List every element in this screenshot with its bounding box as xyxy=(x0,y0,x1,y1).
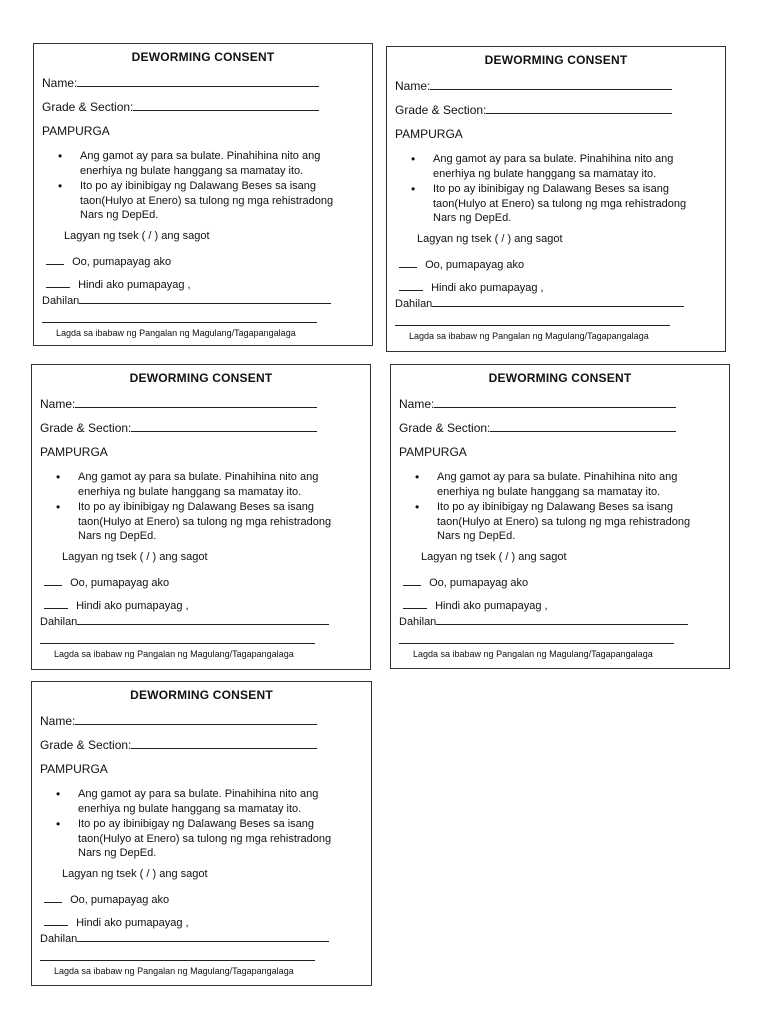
info-item: • Ito po ay ibinibigay ng Dalawang Beses sa isang taon(Hulyo at Enero) sa tulong ng mga rehistradong Nars ng DepEd. xyxy=(415,500,715,544)
option-yes-checkbox[interactable] xyxy=(46,253,64,265)
name-field[interactable] xyxy=(75,713,317,725)
section-heading: PAMPURGA xyxy=(40,762,108,776)
reason-label: Dahilan xyxy=(40,616,78,628)
info-item: • Ang gamot ay para sa bulate. Pinahihina nito ang enerhiya ng bulate hanggang sa mamatay ito. xyxy=(58,149,358,178)
reason-row xyxy=(40,930,329,945)
reason-row xyxy=(395,295,684,310)
reason-field[interactable] xyxy=(436,613,688,625)
info-item: • Ang gamot ay para sa bulate. Pinahihina nito ang enerhiya ng bulate hanggang sa mamatay ito. xyxy=(415,470,715,499)
option-yes-label: Oo, pumapayag ako xyxy=(425,259,525,271)
grade-section-field[interactable] xyxy=(131,737,317,749)
option-no-checkbox[interactable] xyxy=(46,276,70,288)
signature-line[interactable] xyxy=(42,322,317,323)
info-item: • Ito po ay ibinibigay ng Dalawang Beses sa isang taon(Hulyo at Enero) sa tulong ng mga rehistradong Nars ng DepEd. xyxy=(58,179,358,223)
option-no-row xyxy=(44,597,189,612)
signature-line[interactable] xyxy=(40,960,315,961)
name-field[interactable] xyxy=(77,75,319,87)
consent-card-3 xyxy=(31,364,371,670)
grade-row xyxy=(40,737,317,752)
instruction-text: Lagyan ng tsek ( / ) ang sagot xyxy=(417,233,563,245)
instruction-text: Lagyan ng tsek ( / ) ang sagot xyxy=(62,551,208,563)
option-yes-row xyxy=(46,253,171,268)
grade-section-field[interactable] xyxy=(133,99,319,111)
reason-label: Dahilan xyxy=(395,298,433,310)
section-heading: PAMPURGA xyxy=(399,445,467,459)
grade-section-field[interactable] xyxy=(131,420,317,432)
name-row xyxy=(40,396,317,411)
form-title: DEWORMING CONSENT xyxy=(131,50,275,64)
info-item: • Ang gamot ay para sa bulate. Pinahihina nito ang enerhiya ng bulate hanggang sa mamatay ito. xyxy=(56,787,356,816)
grade-row xyxy=(40,420,317,435)
signature-label: Lagda sa ibabaw ng Pangalan ng Magulang/Tagapangalaga xyxy=(54,649,294,659)
info-item: • Ang gamot ay para sa bulate. Pinahihina nito ang enerhiya ng bulate hanggang sa mamatay ito. xyxy=(56,470,356,499)
option-no-label: Hindi ako pumapayag , xyxy=(76,917,189,929)
option-yes-row xyxy=(403,574,528,589)
grade-section-field[interactable] xyxy=(486,102,672,114)
name-label: Name: xyxy=(40,397,76,411)
name-field[interactable] xyxy=(75,396,317,408)
option-no-row xyxy=(46,276,191,291)
consent-card-2 xyxy=(386,46,726,352)
info-item: • Ito po ay ibinibigay ng Dalawang Beses sa isang taon(Hulyo at Enero) sa tulong ng mga rehistradong Nars ng DepEd. xyxy=(411,182,711,226)
name-field[interactable] xyxy=(434,396,676,408)
reason-field[interactable] xyxy=(77,613,329,625)
grade-row xyxy=(399,420,676,435)
signature-label: Lagda sa ibabaw ng Pangalan ng Magulang/Tagapangalaga xyxy=(409,331,649,341)
signature-line[interactable] xyxy=(40,643,315,644)
option-no-checkbox[interactable] xyxy=(403,597,427,609)
reason-row xyxy=(40,613,329,628)
grade-row xyxy=(395,102,672,117)
name-label: Name: xyxy=(399,397,435,411)
section-heading: PAMPURGA xyxy=(40,445,108,459)
signature-line[interactable] xyxy=(399,643,674,644)
signature-label: Lagda sa ibabaw ng Pangalan ng Magulang/Tagapangalaga xyxy=(54,966,294,976)
info-list xyxy=(58,149,358,224)
consent-card-4 xyxy=(390,364,730,669)
name-field[interactable] xyxy=(430,78,672,90)
option-no-row xyxy=(403,597,548,612)
reason-label: Dahilan xyxy=(42,295,80,307)
reason-label: Dahilan xyxy=(40,933,78,945)
option-yes-row xyxy=(399,256,524,271)
section-heading: PAMPURGA xyxy=(42,124,110,138)
name-label: Name: xyxy=(395,79,431,93)
info-list xyxy=(415,470,715,545)
grade-row xyxy=(42,99,319,114)
grade-section-label: Grade & Section: xyxy=(395,103,487,117)
signature-label: Lagda sa ibabaw ng Pangalan ng Magulang/Tagapangalaga xyxy=(56,328,296,338)
name-row xyxy=(399,396,676,411)
option-no-label: Hindi ako pumapayag , xyxy=(76,600,189,612)
option-yes-label: Oo, pumapayag ako xyxy=(70,577,170,589)
consent-card-5 xyxy=(31,681,372,986)
info-item: • Ito po ay ibinibigay ng Dalawang Beses sa isang taon(Hulyo at Enero) sa tulong ng mga rehistradong Nars ng DepEd. xyxy=(56,500,356,544)
reason-field[interactable] xyxy=(79,292,331,304)
option-yes-label: Oo, pumapayag ako xyxy=(72,256,172,268)
form-title: DEWORMING CONSENT xyxy=(484,53,628,67)
reason-field[interactable] xyxy=(432,295,684,307)
option-no-row xyxy=(44,914,189,929)
grade-section-field[interactable] xyxy=(490,420,676,432)
option-yes-row xyxy=(44,891,169,906)
consent-card-1 xyxy=(33,43,373,346)
info-item: • Ito po ay ibinibigay ng Dalawang Beses sa isang taon(Hulyo at Enero) sa tulong ng mga rehistradong Nars ng DepEd. xyxy=(56,817,356,861)
signature-label: Lagda sa ibabaw ng Pangalan ng Magulang/Tagapangalaga xyxy=(413,649,653,659)
info-item: • Ang gamot ay para sa bulate. Pinahihina nito ang enerhiya ng bulate hanggang sa mamatay ito. xyxy=(411,152,711,181)
grade-section-label: Grade & Section: xyxy=(40,421,132,435)
name-row xyxy=(42,75,319,90)
option-no-label: Hindi ako pumapayag , xyxy=(435,600,548,612)
option-yes-label: Oo, pumapayag ako xyxy=(70,894,170,906)
grade-section-label: Grade & Section: xyxy=(40,738,132,752)
option-no-checkbox[interactable] xyxy=(399,279,423,291)
reason-label: Dahilan xyxy=(399,616,437,628)
option-yes-checkbox[interactable] xyxy=(44,891,62,903)
info-list xyxy=(411,152,711,227)
info-list xyxy=(56,470,356,545)
grade-section-label: Grade & Section: xyxy=(42,100,134,114)
form-title: DEWORMING CONSENT xyxy=(488,371,632,385)
option-no-checkbox[interactable] xyxy=(44,597,68,609)
name-row xyxy=(395,78,672,93)
reason-row xyxy=(42,292,331,307)
option-yes-checkbox[interactable] xyxy=(399,256,417,268)
form-title: DEWORMING CONSENT xyxy=(130,688,273,702)
section-heading: PAMPURGA xyxy=(395,127,463,141)
instruction-text: Lagyan ng tsek ( / ) ang sagot xyxy=(64,230,210,242)
form-title: DEWORMING CONSENT xyxy=(129,371,273,385)
info-list xyxy=(56,787,356,862)
instruction-text: Lagyan ng tsek ( / ) ang sagot xyxy=(62,868,208,880)
name-row xyxy=(40,713,317,728)
option-no-label: Hindi ako pumapayag , xyxy=(431,282,544,294)
reason-field[interactable] xyxy=(77,930,329,942)
grade-section-label: Grade & Section: xyxy=(399,421,491,435)
option-yes-checkbox[interactable] xyxy=(403,574,421,586)
option-no-label: Hindi ako pumapayag , xyxy=(78,279,191,291)
option-yes-row xyxy=(44,574,169,589)
option-no-checkbox[interactable] xyxy=(44,914,68,926)
option-yes-label: Oo, pumapayag ako xyxy=(429,577,529,589)
name-label: Name: xyxy=(42,76,78,90)
name-label: Name: xyxy=(40,714,76,728)
instruction-text: Lagyan ng tsek ( / ) ang sagot xyxy=(421,551,567,563)
signature-line[interactable] xyxy=(395,325,670,326)
option-yes-checkbox[interactable] xyxy=(44,574,62,586)
option-no-row xyxy=(399,279,544,294)
reason-row xyxy=(399,613,688,628)
